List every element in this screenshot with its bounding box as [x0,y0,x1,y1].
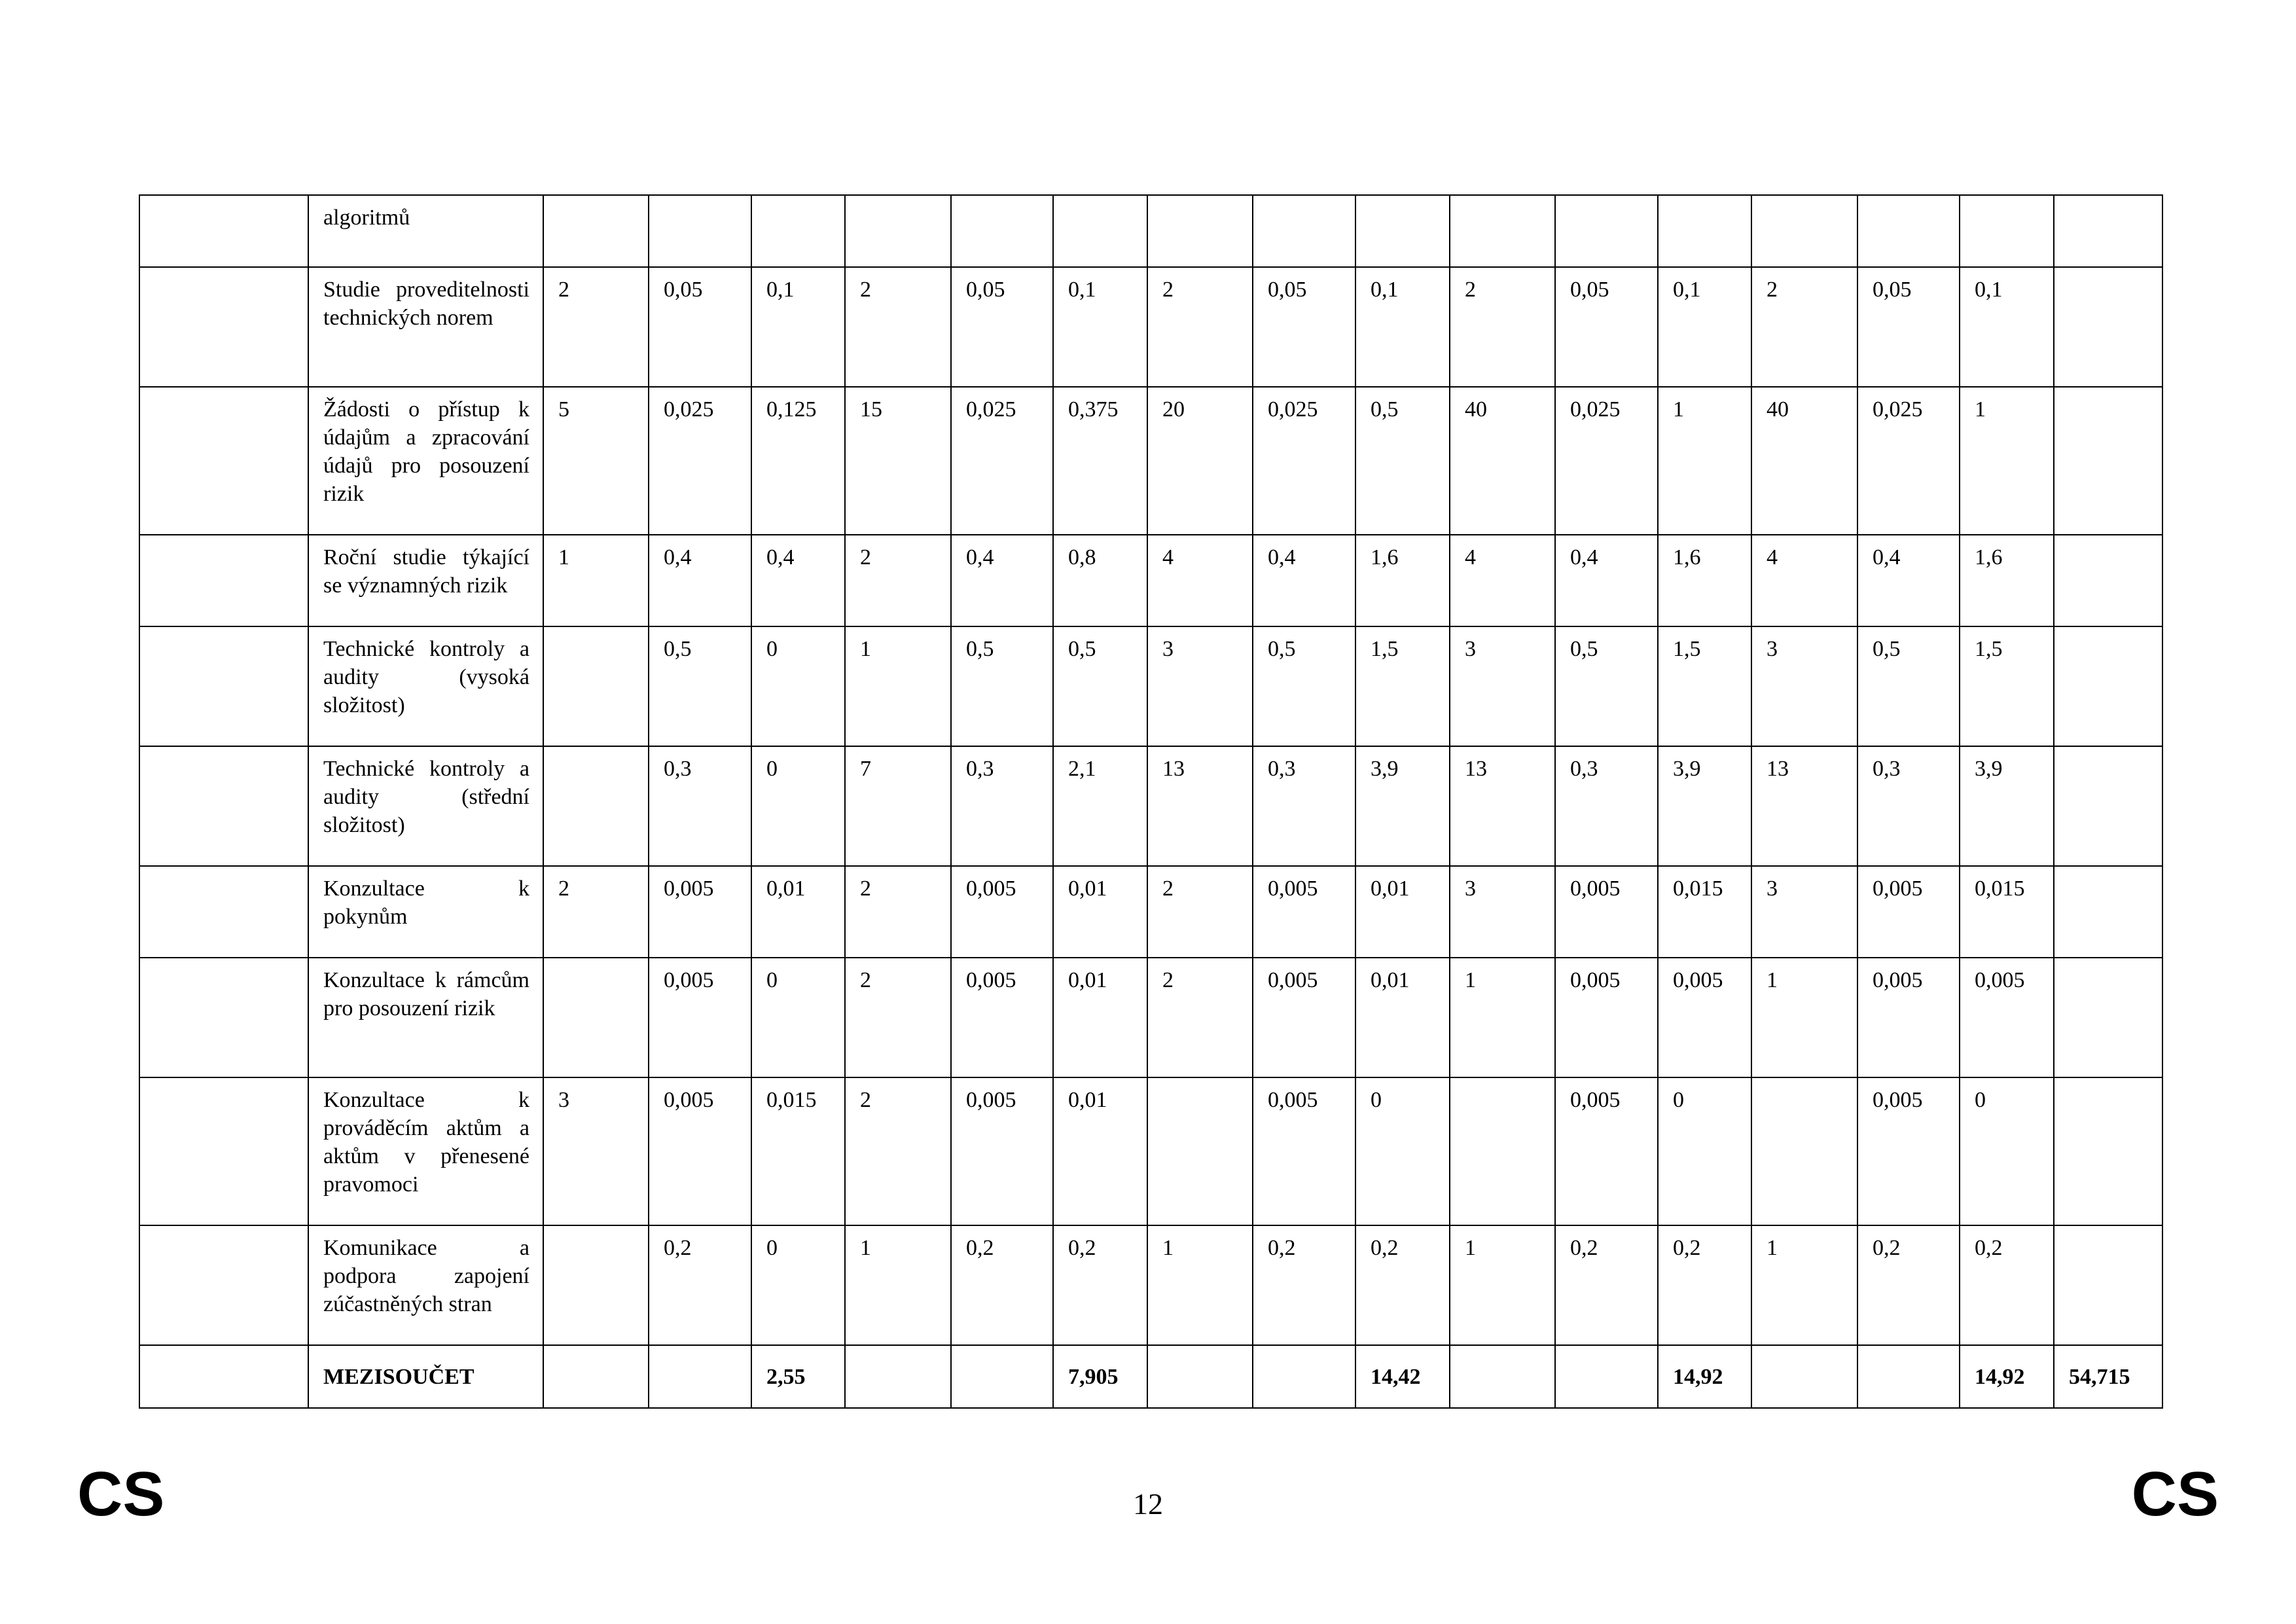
table-cell: 0,5 [649,626,751,746]
row-label: MEZISOUČET [308,1345,543,1408]
table-cell: 5 [543,387,649,535]
table-cell: 0,005 [1857,866,1960,958]
table-cell: 2,1 [1053,746,1147,866]
table-row [139,626,2162,746]
table-cell [649,1345,751,1408]
row-label: Technické kontroly a audity (vysoká složitost) [308,626,543,746]
table-cell: 0,4 [1857,535,1960,626]
table-cell: 0,1 [1355,267,1450,387]
table-cell [1450,1345,1555,1408]
table-row [139,387,2162,535]
table-cell: 2 [845,1077,951,1225]
table-cell: 2 [1147,958,1253,1077]
row-index-cell [139,387,308,535]
table-cell: 2 [1147,866,1253,958]
table-cell: 0,2 [1658,1225,1751,1345]
table-cell: 0,015 [1658,866,1751,958]
row-label: Konzultace k rámcům pro posouzení rizik [308,958,543,1077]
table-cell: 3,9 [1658,746,1751,866]
table-cell: 0,01 [751,866,845,958]
table-cell: 54,715 [2054,1345,2162,1408]
table-cell: 3 [543,1077,649,1225]
table-cell: 14,92 [1658,1345,1751,1408]
table-cell: 0,005 [649,866,751,958]
table-cell [2054,1225,2162,1345]
page-number: 12 [1133,1487,1163,1521]
table-cell: 0,1 [1053,267,1147,387]
table-cell: 1,6 [1355,535,1450,626]
table-cell [1555,1345,1658,1408]
table-cell: 0,3 [1253,746,1355,866]
table-row [139,195,2162,267]
table-cell: 20 [1147,387,1253,535]
row-index-cell [139,267,308,387]
table-cell: 4 [1450,535,1555,626]
table-cell: 0,2 [1253,1225,1355,1345]
table-cell: 0,5 [951,626,1053,746]
table-cell [2054,626,2162,746]
table-cell: 1,6 [1960,535,2054,626]
table-cell: 0,4 [1555,535,1658,626]
table-cell: 0,8 [1053,535,1147,626]
table-row [139,1225,2162,1345]
table-row [139,866,2162,958]
table-cell: 2 [1751,267,1857,387]
row-index-cell [139,746,308,866]
table-cell: 0 [751,958,845,1077]
table-cell: 2 [845,958,951,1077]
table-cell: 3,9 [1960,746,2054,866]
table-cell [1147,1077,1253,1225]
table-cell [543,626,649,746]
table-cell [2054,1077,2162,1225]
table-cell: 0,005 [1555,958,1658,1077]
table-cell [543,1345,649,1408]
table-cell: 0,4 [1253,535,1355,626]
table-cell: 0,005 [1253,866,1355,958]
row-label: algoritmů [308,195,543,267]
table-cell [543,958,649,1077]
table-cell: 0,01 [1053,1077,1147,1225]
table-cell [951,195,1053,267]
table-cell [649,195,751,267]
table-cell [1355,195,1450,267]
table-row [139,535,2162,626]
table-cell: 0,2 [1857,1225,1960,1345]
row-index-cell [139,535,308,626]
table-cell: 0,005 [1658,958,1751,1077]
table-cell: 3,9 [1355,746,1450,866]
table-cell: 2 [543,267,649,387]
table-cell [951,1345,1053,1408]
table-row [139,746,2162,866]
table-cell [2054,387,2162,535]
table-cell [845,195,951,267]
table-cell: 0,05 [1555,267,1658,387]
table-cell: 7 [845,746,951,866]
table-cell: 0,025 [1253,387,1355,535]
table-cell: 0,2 [1960,1225,2054,1345]
table-cell: 0,025 [649,387,751,535]
table-cell: 0,05 [1253,267,1355,387]
table-cell: 0,005 [951,1077,1053,1225]
table-cell: 0,3 [649,746,751,866]
row-index-cell [139,1077,308,1225]
table-cell: 7,905 [1053,1345,1147,1408]
table-cell [2054,746,2162,866]
table-cell [1751,1345,1857,1408]
table-cell: 0,015 [751,1077,845,1225]
table-cell: 15 [845,387,951,535]
table-cell [1147,1345,1253,1408]
table-cell [845,1345,951,1408]
table-cell: 0,025 [951,387,1053,535]
table-cell: 0,2 [1355,1225,1450,1345]
table-cell: 0 [1658,1077,1751,1225]
table-cell: 0 [1355,1077,1450,1225]
table-cell: 0,2 [951,1225,1053,1345]
row-index-cell [139,626,308,746]
table-cell [1857,195,1960,267]
row-index-cell [139,958,308,1077]
language-code-left: CS [77,1459,165,1529]
table-cell [543,195,649,267]
table-cell: 0,5 [1355,387,1450,535]
table-cell: 0,005 [649,958,751,1077]
table-cell [1751,195,1857,267]
row-label: Žádosti o přístup k údajům a zpracování údajů pro posouzení rizik [308,387,543,535]
table-cell: 40 [1450,387,1555,535]
table-cell: 0 [751,626,845,746]
table-cell [2054,535,2162,626]
table-cell: 0,375 [1053,387,1147,535]
row-label: Roční studie týkající se významných rizik [308,535,543,626]
table-cell [543,1225,649,1345]
table-cell: 1 [1751,1225,1857,1345]
table-cell: 0,05 [1857,267,1960,387]
table-cell: 0,005 [1555,866,1658,958]
table-cell [1960,195,2054,267]
row-index-cell [139,195,308,267]
table-cell: 0,005 [649,1077,751,1225]
table-cell [1857,1345,1960,1408]
table-cell: 2,55 [751,1345,845,1408]
table-cell [1751,1077,1857,1225]
table-cell: 0,005 [951,866,1053,958]
table-row [139,1077,2162,1225]
table-cell: 0 [751,746,845,866]
table-cell: 4 [1751,535,1857,626]
table-cell [1253,195,1355,267]
table-cell: 0,1 [751,267,845,387]
table-row [139,1345,2162,1408]
table-cell: 0,01 [1355,958,1450,1077]
table-cell [1450,1077,1555,1225]
table-cell: 0,01 [1355,866,1450,958]
table-cell [2054,267,2162,387]
table-cell: 0,05 [951,267,1053,387]
table-cell: 0,005 [1555,1077,1658,1225]
table-cell: 1,6 [1658,535,1751,626]
table-cell [2054,195,2162,267]
table-cell: 0,025 [1857,387,1960,535]
table-cell: 3 [1147,626,1253,746]
table-cell [1053,195,1147,267]
row-index-cell [139,866,308,958]
table-cell: 0,5 [1555,626,1658,746]
row-index-cell [139,1225,308,1345]
table-cell [1253,1345,1355,1408]
table-cell: 14,42 [1355,1345,1450,1408]
table-cell: 2 [1450,267,1555,387]
table-cell [2054,866,2162,958]
table-cell: 0,2 [649,1225,751,1345]
table-cell: 1 [845,626,951,746]
table-cell: 0,3 [951,746,1053,866]
table-cell [751,195,845,267]
table-cell: 0,2 [1555,1225,1658,1345]
table-cell: 3 [1450,866,1555,958]
table-cell: 2 [1147,267,1253,387]
table-cell: 1 [1147,1225,1253,1345]
table-cell: 3 [1751,866,1857,958]
table-cell [1555,195,1658,267]
table-cell [1147,195,1253,267]
table-cell: 1,5 [1658,626,1751,746]
row-index-cell [139,1345,308,1408]
table-cell: 1 [1751,958,1857,1077]
table-cell: 0,005 [951,958,1053,1077]
row-label: Konzultace k prováděcím aktům a aktům v přenesené pravomoci [308,1077,543,1225]
table-cell: 2 [845,267,951,387]
table-cell [1450,195,1555,267]
table-cell: 0,01 [1053,866,1147,958]
table-cell: 0,01 [1053,958,1147,1077]
table-cell: 0,125 [751,387,845,535]
table-cell: 0,1 [1960,267,2054,387]
table-cell: 2 [845,535,951,626]
row-label: Technické kontroly a audity (střední složitost) [308,746,543,866]
table-row [139,267,2162,387]
table-cell: 1,5 [1960,626,2054,746]
table-cell: 0,015 [1960,866,2054,958]
table-cell: 0,3 [1857,746,1960,866]
table-cell: 1 [1658,387,1751,535]
table-cell: 0,4 [751,535,845,626]
table-cell: 0,1 [1658,267,1751,387]
table-cell: 2 [845,866,951,958]
table-cell: 13 [1751,746,1857,866]
table-cell: 13 [1450,746,1555,866]
table-cell: 0,005 [1857,958,1960,1077]
table-cell [543,746,649,866]
table-cell: 0,05 [649,267,751,387]
table-cell: 0,5 [1857,626,1960,746]
table-cell [1658,195,1751,267]
table-cell: 0,2 [1053,1225,1147,1345]
table-cell [2054,958,2162,1077]
table-cell: 0,5 [1253,626,1355,746]
table-cell: 14,92 [1960,1345,2054,1408]
table-cell: 0,005 [1253,958,1355,1077]
table-cell: 1 [1450,958,1555,1077]
table-cell: 13 [1147,746,1253,866]
table-cell: 0,5 [1053,626,1147,746]
table-cell: 0 [751,1225,845,1345]
table-cell: 3 [1751,626,1857,746]
table-cell: 0 [1960,1077,2054,1225]
table-row [139,958,2162,1077]
budget-table [139,194,2163,1409]
table-cell: 1,5 [1355,626,1450,746]
table-cell: 2 [543,866,649,958]
table-cell: 40 [1751,387,1857,535]
row-label: Konzultace k pokynům [308,866,543,958]
table-cell: 0,4 [649,535,751,626]
language-code-right: CS [2131,1459,2219,1529]
table-cell: 0,005 [1253,1077,1355,1225]
table-cell: 0,4 [951,535,1053,626]
row-label: Komunikace a podpora zapojení zúčastněných stran [308,1225,543,1345]
table-cell: 0,005 [1960,958,2054,1077]
table-cell: 1 [543,535,649,626]
table-cell: 1 [1960,387,2054,535]
table-cell: 4 [1147,535,1253,626]
row-label: Studie proveditelnosti technických norem [308,267,543,387]
table-cell: 0,025 [1555,387,1658,535]
table-cell: 0,005 [1857,1077,1960,1225]
table-cell: 1 [845,1225,951,1345]
table-cell: 3 [1450,626,1555,746]
table-cell: 0,3 [1555,746,1658,866]
table-cell: 1 [1450,1225,1555,1345]
